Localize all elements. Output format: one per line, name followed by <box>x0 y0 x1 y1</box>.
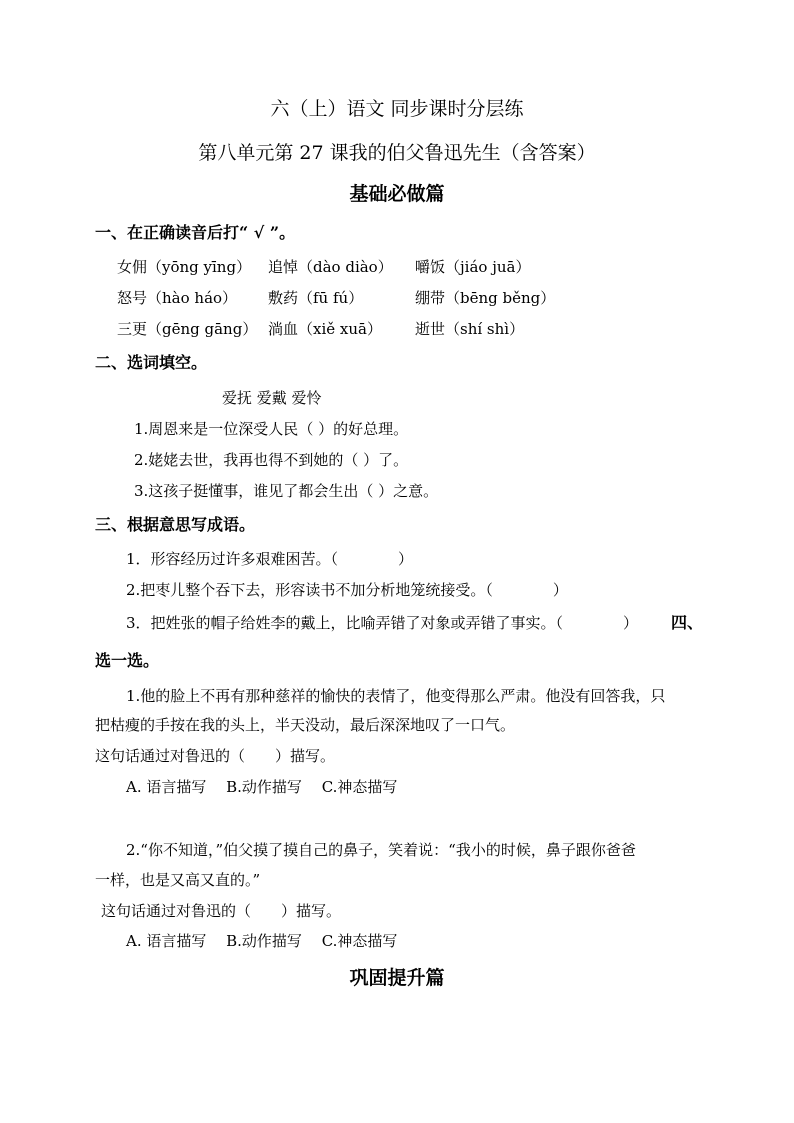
section-advanced-heading: 巩固提升篇 <box>349 967 445 989</box>
q4-passage-2-line: 一样，也是又高又直的。” <box>95 871 261 889</box>
q4-question-1: 这句话通过对鲁迅的（ ）描写。 <box>95 747 336 765</box>
q2-item: 1.周恩来是一位深受人民（ ）的好总理。 <box>134 420 409 438</box>
q2-item: 3.这孩子挺懂事，谁见了都会生出（ ）之意。 <box>134 482 439 500</box>
q4-question-2: 这句话通过对鲁迅的（ ）描写。 <box>101 902 342 920</box>
q2-heading: 二、选词填空。 <box>95 353 208 372</box>
q1-item: 怒号（hào háo） <box>117 289 238 307</box>
q1-item: 逝世（shí shì） <box>415 320 525 338</box>
q4-options-1: A. 语言描写 B.动作描写 C.神态描写 <box>126 778 398 796</box>
q4-heading: 选一选。 <box>95 651 160 670</box>
q1-heading: 一、在正确读音后打“ √ ”。 <box>95 223 296 242</box>
q1-item: 三更（gēng gāng） <box>117 320 258 338</box>
section-basic-heading: 基础必做篇 <box>349 183 445 205</box>
q3-heading: 三、根据意思写成语。 <box>95 515 256 534</box>
q1-item: 绷带（bēng běng） <box>415 289 556 307</box>
q1-item: 女佣（yōng yīng） <box>117 258 252 276</box>
document-title: 六（上）语文 同步课时分层练 <box>270 98 524 120</box>
q4-passage-1-line: 1.他的脸上不再有那种慈祥的愉快的表情了，他变得那么严肃。他没有回答我，只 <box>126 687 666 705</box>
q4-passage-2-line: 2.“你不知道，”伯父摸了摸自己的鼻子，笑着说：“我小的时候，鼻子跟你爸爸 <box>126 841 636 859</box>
q4-passage-1-line: 把枯瘦的手按在我的头上，半天没动，最后深深地叹了一口气。 <box>95 716 516 734</box>
q3-item: 2.把枣儿整个吞下去，形容读书不加分析地笼统接受。（ ） <box>126 581 568 599</box>
q3-item: 3．把姓张的帽子给姓李的戴上，比喻弄错了对象或弄错了事实。（ ） <box>126 614 639 632</box>
q4-options-2: A. 语言描写 B.动作描写 C.神态描写 <box>126 932 398 950</box>
document-subtitle: 第八单元第 27 课我的伯父鲁迅先生（含答案） <box>198 142 596 164</box>
q1-item: 敷药（fū fú） <box>268 289 364 307</box>
q1-item: 淌血（xiě xuā） <box>268 320 382 338</box>
q3-item: 1．形容经历过许多艰难困苦。（ ） <box>126 550 414 568</box>
q2-item: 2.姥姥去世，我再也得不到她的（ ）了。 <box>134 451 409 469</box>
q2-word-bank: 爱抚 爱戴 爱怜 <box>222 389 322 407</box>
q1-item: 嚼饭（jiáo juā） <box>415 258 531 276</box>
q1-item: 追悼（dào diào） <box>268 258 393 276</box>
q4-heading-number: 四、 <box>671 613 704 632</box>
